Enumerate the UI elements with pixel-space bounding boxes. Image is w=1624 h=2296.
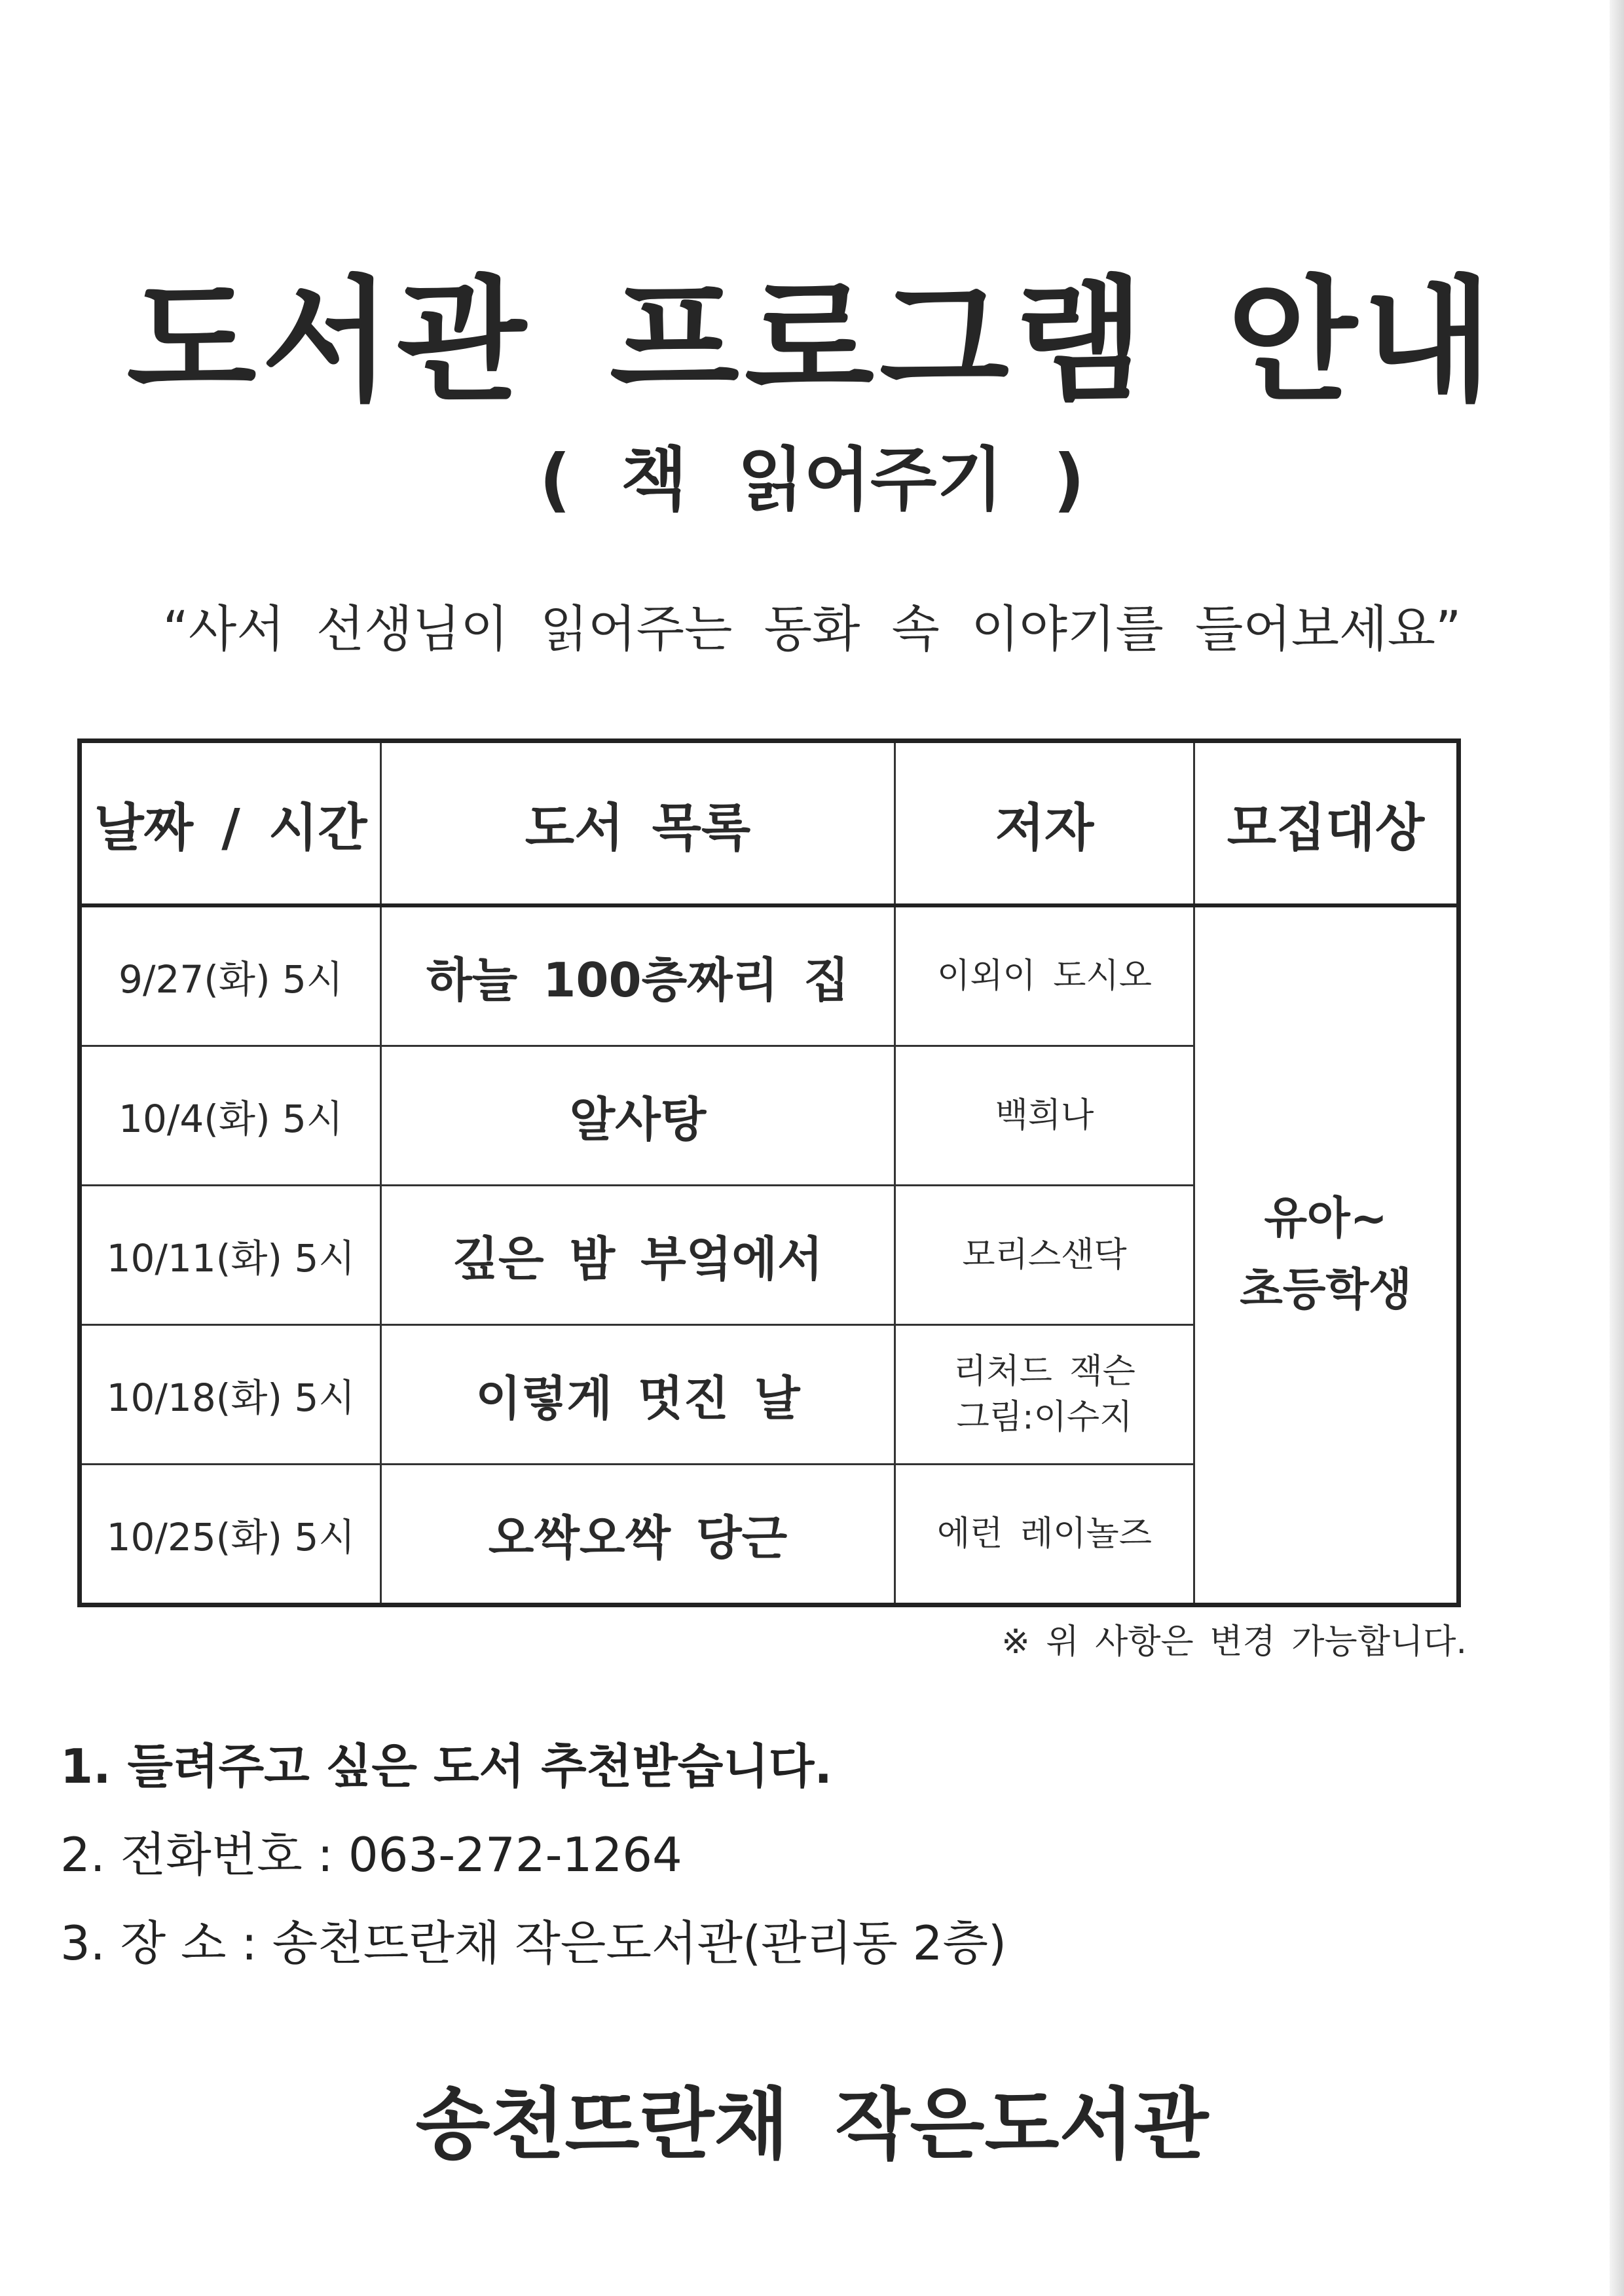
author-cell: 이외이 도시오 [895,905,1194,1046]
date-cell: 10/18(화) 5시 [80,1325,381,1465]
header-date-time: 날짜 / 시간 [80,741,381,906]
author-cell: 백희나 [895,1046,1194,1186]
info-line-phone: 2. 전화번호 : 063-272-1264 [60,1827,682,1882]
tagline: “사서 선생님이 읽어주는 동화 속 이야기를 들어보세요” [162,600,1462,658]
page-subtitle: ( 책 읽어주기 ) [539,440,1085,520]
schedule-table [77,738,1461,1607]
header-author: 저자 [895,741,1194,906]
info-line-recommend: 1. 들려주고 싶은 도서 추천받습니다. [60,1739,832,1794]
change-notice: ※ 위 사항은 변경 가능합니다. [1001,1622,1467,1662]
author-cell [895,1325,1194,1465]
date-cell: 9/27(화) 5시 [80,905,381,1046]
table-header-row [80,741,1459,906]
book-cell: 이렇게 멋진 날 [381,1325,895,1465]
author-cell: 모리스샌닥 [895,1186,1194,1325]
target-line: 유아~ [1264,1193,1388,1245]
library-name: 송천뜨란채 작은도서관 [415,2079,1209,2170]
date-cell: 10/11(화) 5시 [80,1186,381,1325]
header-target: 모집대상 [1194,741,1459,906]
book-cell: 하늘 100층짜리 집 [381,905,895,1046]
book-cell: 오싹오싹 당근 [381,1465,895,1605]
book-cell: 알사탕 [381,1046,895,1186]
author-line: 그림:이수지 [956,1398,1133,1437]
date-cell: 10/4(화) 5시 [80,1046,381,1186]
book-cell: 깊은 밤 부엌에서 [381,1186,895,1325]
author-line: 리처드 잭슨 [953,1351,1135,1391]
date-cell: 10/25(화) 5시 [80,1465,381,1605]
header-book-list: 도서 목록 [381,741,895,906]
target-line: 초등학생 [1240,1264,1412,1316]
author-cell: 에런 레이놀즈 [895,1465,1194,1605]
table-row [80,905,1459,1046]
info-line-location: 3. 장 소 : 송천뜨란채 작은도서관(관리동 2층) [60,1916,1007,1971]
page-title: 도서관 프로그램 안내 [126,264,1498,420]
target-cell [1194,905,1459,1605]
